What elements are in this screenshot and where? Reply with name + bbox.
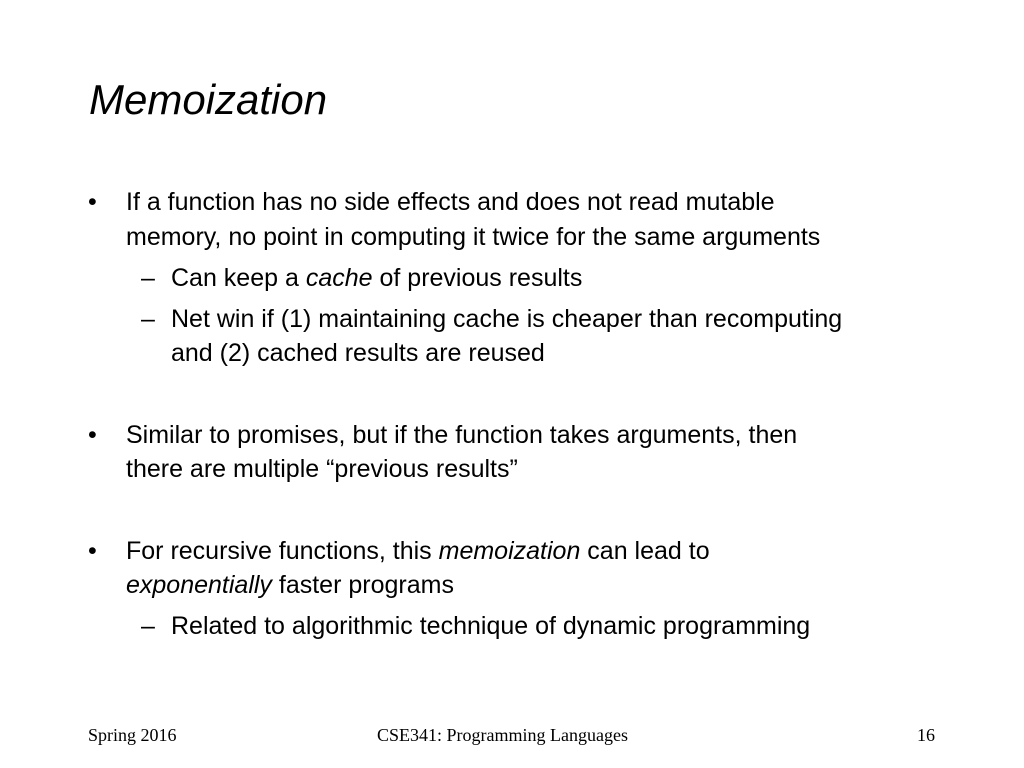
bullet3-emphasis-exponentially: exponentially	[126, 571, 272, 599]
bullet3-text-after: can lead to	[580, 537, 710, 565]
bullet2-line1: Similar to promises, but if the function takes arguments, then	[126, 421, 798, 449]
sub-bullet-dash: –	[141, 264, 155, 292]
bullet3-emphasis-memoization: memoization	[438, 537, 581, 565]
bullet3-text-before: For recursive functions, this	[126, 537, 439, 565]
bullet3-line2-after: faster programs	[271, 571, 454, 599]
bullet1-sub1	[171, 261, 582, 295]
footer-page-number: 16	[917, 725, 935, 745]
sub-bullet-dash: –	[141, 612, 155, 640]
bullet1-line1: If a function has no side effects and does not read mutable	[126, 188, 775, 216]
footer-course: CSE341: Programming Languages	[377, 725, 628, 745]
bullet1-sub2-line1: Net win if (1) maintaining cache is cheaper than recomputing	[171, 305, 843, 333]
bullet3-line2	[126, 568, 454, 602]
bullet3-sub1: Related to algorithmic technique of dynamic programming	[171, 612, 811, 640]
bullet1-sub2-line2: and (2) cached results are reused	[171, 339, 545, 367]
bullet1-line2: memory, no point in computing it twice for the same arguments	[126, 223, 821, 251]
sub1-text-before: Can keep a	[171, 264, 306, 292]
footer-date: Spring 2016	[88, 725, 177, 745]
bullet-marker: •	[88, 421, 97, 449]
bullet3-line1	[126, 534, 710, 568]
slide-title: Memoization	[89, 76, 328, 123]
bullet-marker: •	[88, 188, 97, 216]
sub1-emphasis-cache: cache	[305, 264, 373, 292]
sub-bullet-dash: –	[141, 305, 155, 333]
bullet2-line2: there are multiple “previous results”	[126, 455, 518, 483]
sub1-text-after: of previous results	[372, 264, 583, 292]
bullet-marker: •	[88, 537, 97, 565]
